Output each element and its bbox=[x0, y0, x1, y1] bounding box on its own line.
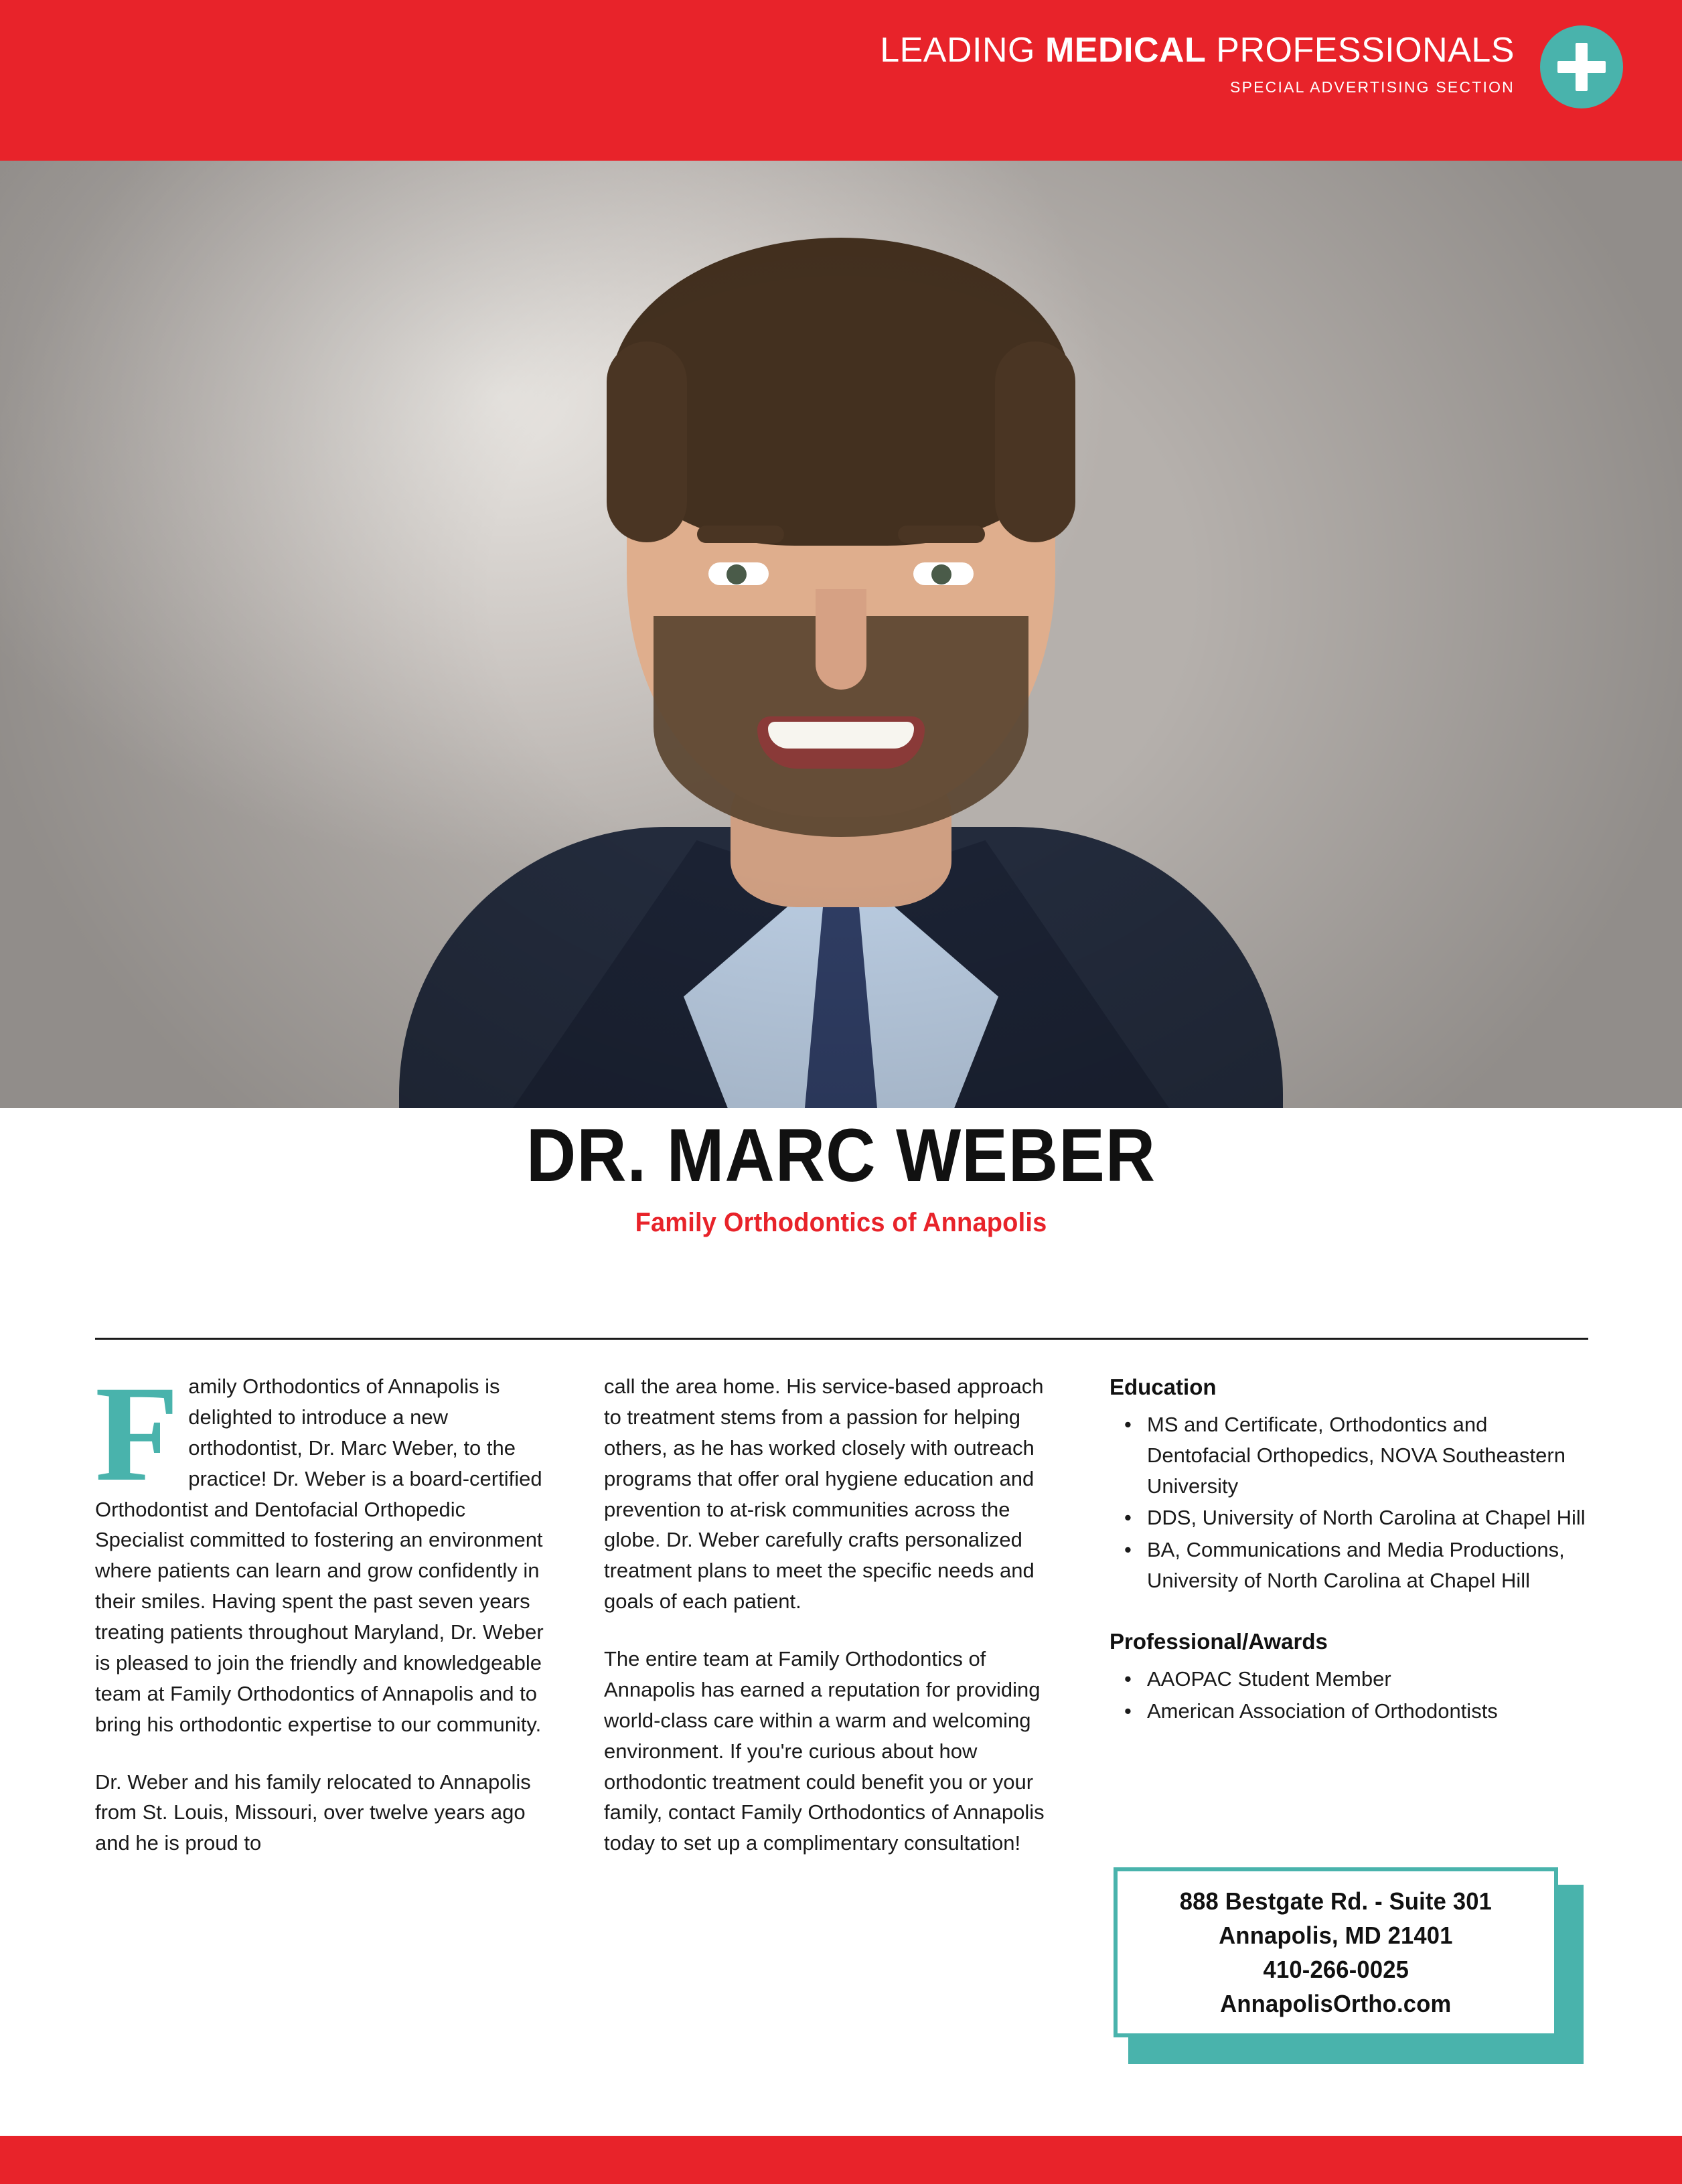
horizontal-divider bbox=[95, 1338, 1588, 1340]
paragraph-one bbox=[95, 1358, 557, 1740]
list-item: • DDS, University of North Carolina at Chapel Hill bbox=[1147, 1502, 1588, 1533]
practice-name: Family Orthodontics of Annapolis bbox=[635, 1208, 1047, 1237]
banner-title-lead: LEADING bbox=[880, 31, 1045, 70]
bottom-bar bbox=[0, 2136, 1682, 2184]
paragraph-three: call the area home. His service-based approach to treatment stems from a passion for helping others, as he has worked closely with outreach programs that offer oral hygiene education and prevention to at-risk communities across the globe. Dr. Weber carefully crafts personalized treatment plans to meet the specific needs and goals of each patient. bbox=[604, 1375, 1044, 1614]
photo-vignette bbox=[0, 161, 1682, 1108]
top-banner bbox=[0, 0, 1682, 161]
education-list bbox=[1110, 1409, 1588, 1596]
contact-phone[interactable]: 410-266-0025 bbox=[1263, 1956, 1409, 1983]
column-two bbox=[604, 1371, 1066, 1885]
drop-cap: F bbox=[95, 1358, 179, 1510]
list-item: • American Association of Orthodontists bbox=[1147, 1696, 1588, 1727]
list-item: • AAOPAC Student Member bbox=[1147, 1664, 1588, 1695]
contact-box bbox=[1114, 1867, 1558, 2037]
column-three bbox=[1110, 1371, 1588, 1756]
contact-address-line1: 888 Bestgate Rd. - Suite 301 bbox=[1179, 1887, 1493, 1915]
column-one bbox=[95, 1358, 557, 1885]
paragraph-four: The entire team at Family Orthodontics of Annapolis has earned a reputation for providing world-class care within a warm and welcoming environment. If you're curious about how orthodontic treatment could benefit you or your family, contact Family Orthodontics of Annapolis today to set up a complimentary consultation! bbox=[604, 1647, 1045, 1855]
awards-heading: Professional/Awards bbox=[1110, 1629, 1328, 1654]
medical-plus-icon bbox=[1540, 25, 1623, 108]
banner-title-bold: MEDICAL bbox=[1045, 31, 1207, 70]
list-item: • BA, Communications and Media Productions, University of North Carolina at Chapel Hill bbox=[1147, 1535, 1588, 1596]
banner-title bbox=[880, 32, 1515, 69]
banner-text bbox=[880, 32, 1515, 96]
portrait-photo bbox=[0, 161, 1682, 1108]
plus-horizontal-bar bbox=[1557, 61, 1606, 73]
education-heading: Education bbox=[1110, 1375, 1217, 1399]
paragraph-two: Dr. Weber and his family relocated to Annapolis from St. Louis, Missouri, over twelve years ago and he is proud to bbox=[95, 1770, 531, 1855]
banner-title-tail: PROFESSIONALS bbox=[1206, 31, 1515, 70]
contact-address-line2: Annapolis, MD 21401 bbox=[1219, 1921, 1453, 1949]
headline-block bbox=[0, 1113, 1682, 1238]
page-title: DR. MARC WEBER bbox=[526, 1113, 1156, 1197]
contact-website[interactable]: AnnapolisOrtho.com bbox=[1220, 1990, 1452, 2018]
banner-subtitle: SPECIAL ADVERTISING SECTION bbox=[1230, 78, 1515, 96]
paragraph-one-text: amily Orthodontics of Annapolis is delighted to introduce a new orthodontist, Dr. Marc Weber, to the practice! Dr. Weber is a board-certified Orthodontist and Dentofacial Orthopedic Specialist committed to fostering an environment where patients can learn and grow confidently in their smiles. Having spent the past seven years treating patients throughout Maryland, Dr. Weber is pleased to join the friendly and knowledgeable team at Family Orthodontics of Annapolis and to bring his orthodontic expertise to our community. bbox=[95, 1375, 544, 1736]
list-item: • MS and Certificate, Orthodontics and Dentofacial Orthopedics, NOVA Southeastern University bbox=[1147, 1409, 1588, 1502]
awards-list bbox=[1110, 1664, 1588, 1727]
